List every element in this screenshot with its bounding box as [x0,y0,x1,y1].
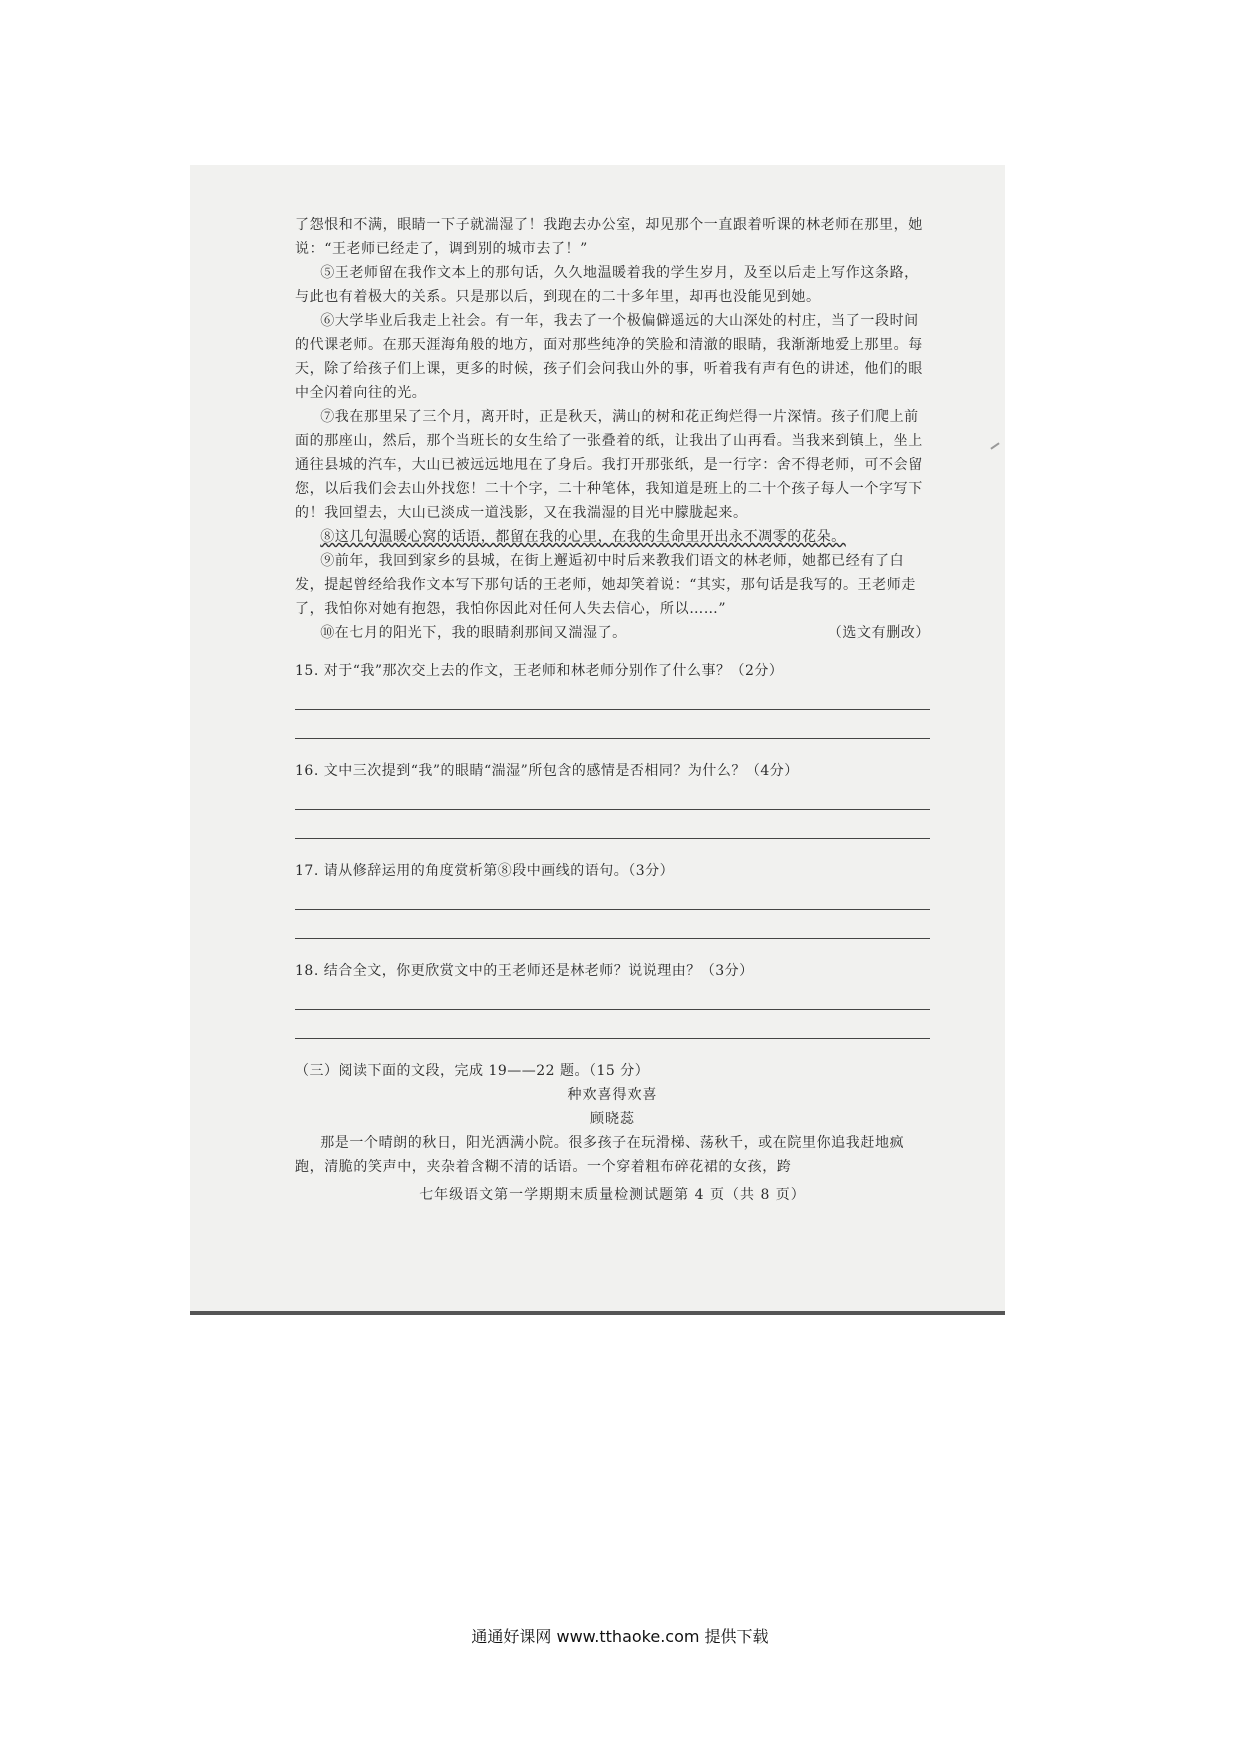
question-15: 15. 对于“我”那次交上去的作文，王老师和林老师分别作了什么事？（2分） [295,663,784,679]
exam-page [295,213,930,1207]
answer-line[interactable] [295,909,930,910]
question-block [295,759,930,839]
passage-paragraph: ⑦我在那里呆了三个月，离开时，正是秋天，满山的树和花正绚烂得一片深情。孩子们爬上前面的那座山，然后，那个当班长的女生给了一张叠着的纸，让我出了山再看。当我来到镇上，坐上通往县城的汽车，大山已被远远地甩在了身后。我打开那张纸，是一行字：舍不得老师，可不会留您，以后我们会去山外找您！二十个字，二十种笔体，我知道是班上的二十个孩子每人一个字写下的！我回望去，大山已淡成一道浅影，又在我湍湿的目光中朦胧起来。 [295,409,923,521]
article-title: 种欢喜得欢喜 [567,1087,658,1103]
question-block [295,659,930,739]
answer-line[interactable] [295,709,930,710]
passage-last-text: ⑩在七月的阳光下，我的眼睛刹那间又湍湿了。 [320,625,627,641]
question-block [295,859,930,939]
answer-line[interactable] [295,809,930,810]
page-footer: 七年级语文第一学期期末质量检测试题第 4 页（共 8 页） [419,1187,806,1203]
scanned-page [190,165,1005,1315]
passage-paragraph: ⑥大学毕业后我走上社会。有一年，我去了一个极偏僻遥远的大山深处的村庄，当了一段时间的代课老师。在那天涯海角般的地方，面对那些纯净的笑脸和清澈的眼睛，我渐渐地爱上那里。每天，除了给孩子们上课，更多的时候，孩子们会问我山外的事，听着我有声有色的讲述，他们的眼中全闪着向往的光。 [295,313,923,401]
question-17: 17. 请从修辞运用的角度赏析第⑧段中画线的语句。（3分） [295,863,675,879]
article-author: 顾晓蕊 [590,1111,635,1127]
passage-paragraph-underlined [295,525,930,549]
question-18: 18. 结合全文，你更欣赏文中的王老师还是林老师？说说理由？（3分） [295,963,754,979]
answer-line[interactable] [295,1009,930,1010]
source-note: （选文有删改） [827,625,930,641]
underlined-sentence: ⑧这几句温暖心窝的话语，都留在我的心里，在我的生命里开出永不凋零的花朵。 [320,529,846,545]
section-heading: （三）阅读下面的文段，完成 19——22 题。（15 分） [295,1063,650,1079]
question-16: 16. 文中三次提到“我”的眼睛“湍湿”所包含的感情是否相同？为什么？（4分） [295,763,799,779]
download-credit: 通通好课网 www.tthaoke.com 提供下载 [471,1627,769,1646]
article-opening: 那是一个晴朗的秋日，阳光洒满小院。很多孩子在玩滑梯、荡秋千，或在院里你追我赶地疯跑，清脆的笑声中，夹杂着含糊不清的话语。一个穿着粗布碎花裙的女孩，跨 [295,1135,905,1175]
passage-paragraph: 了怨恨和不满，眼睛一下子就湍湿了！我跑去办公室，却见那个一直跟着听课的林老师在那里，她说：“王老师已经走了，调到别的城市去了！” [295,217,923,257]
passage-paragraph-last [295,621,930,645]
answer-line[interactable] [295,838,930,839]
answer-line[interactable] [295,1038,930,1039]
answer-line[interactable] [295,938,930,939]
answer-line[interactable] [295,738,930,739]
passage-paragraph: ⑤王老师留在我作文本上的那句话，久久地温暖着我的学生岁月，及至以后走上写作这条路，与此也有着极大的关系。只是那以后，到现在的二十多年里，却再也没能见到她。 [295,265,919,305]
scan-mark [990,442,999,449]
passage-paragraph: ⑨前年，我回到家乡的县城，在街上邂逅初中时后来教我们语文的林老师，她都已经有了白发，提起曾经给我作文本写下那句话的王老师，她却笑着说：“其实，那句话是我写的。王老师走了，我怕你对她有抱怨，我怕你因此对任何人失去信心，所以……” [295,553,916,617]
question-block [295,959,930,1039]
